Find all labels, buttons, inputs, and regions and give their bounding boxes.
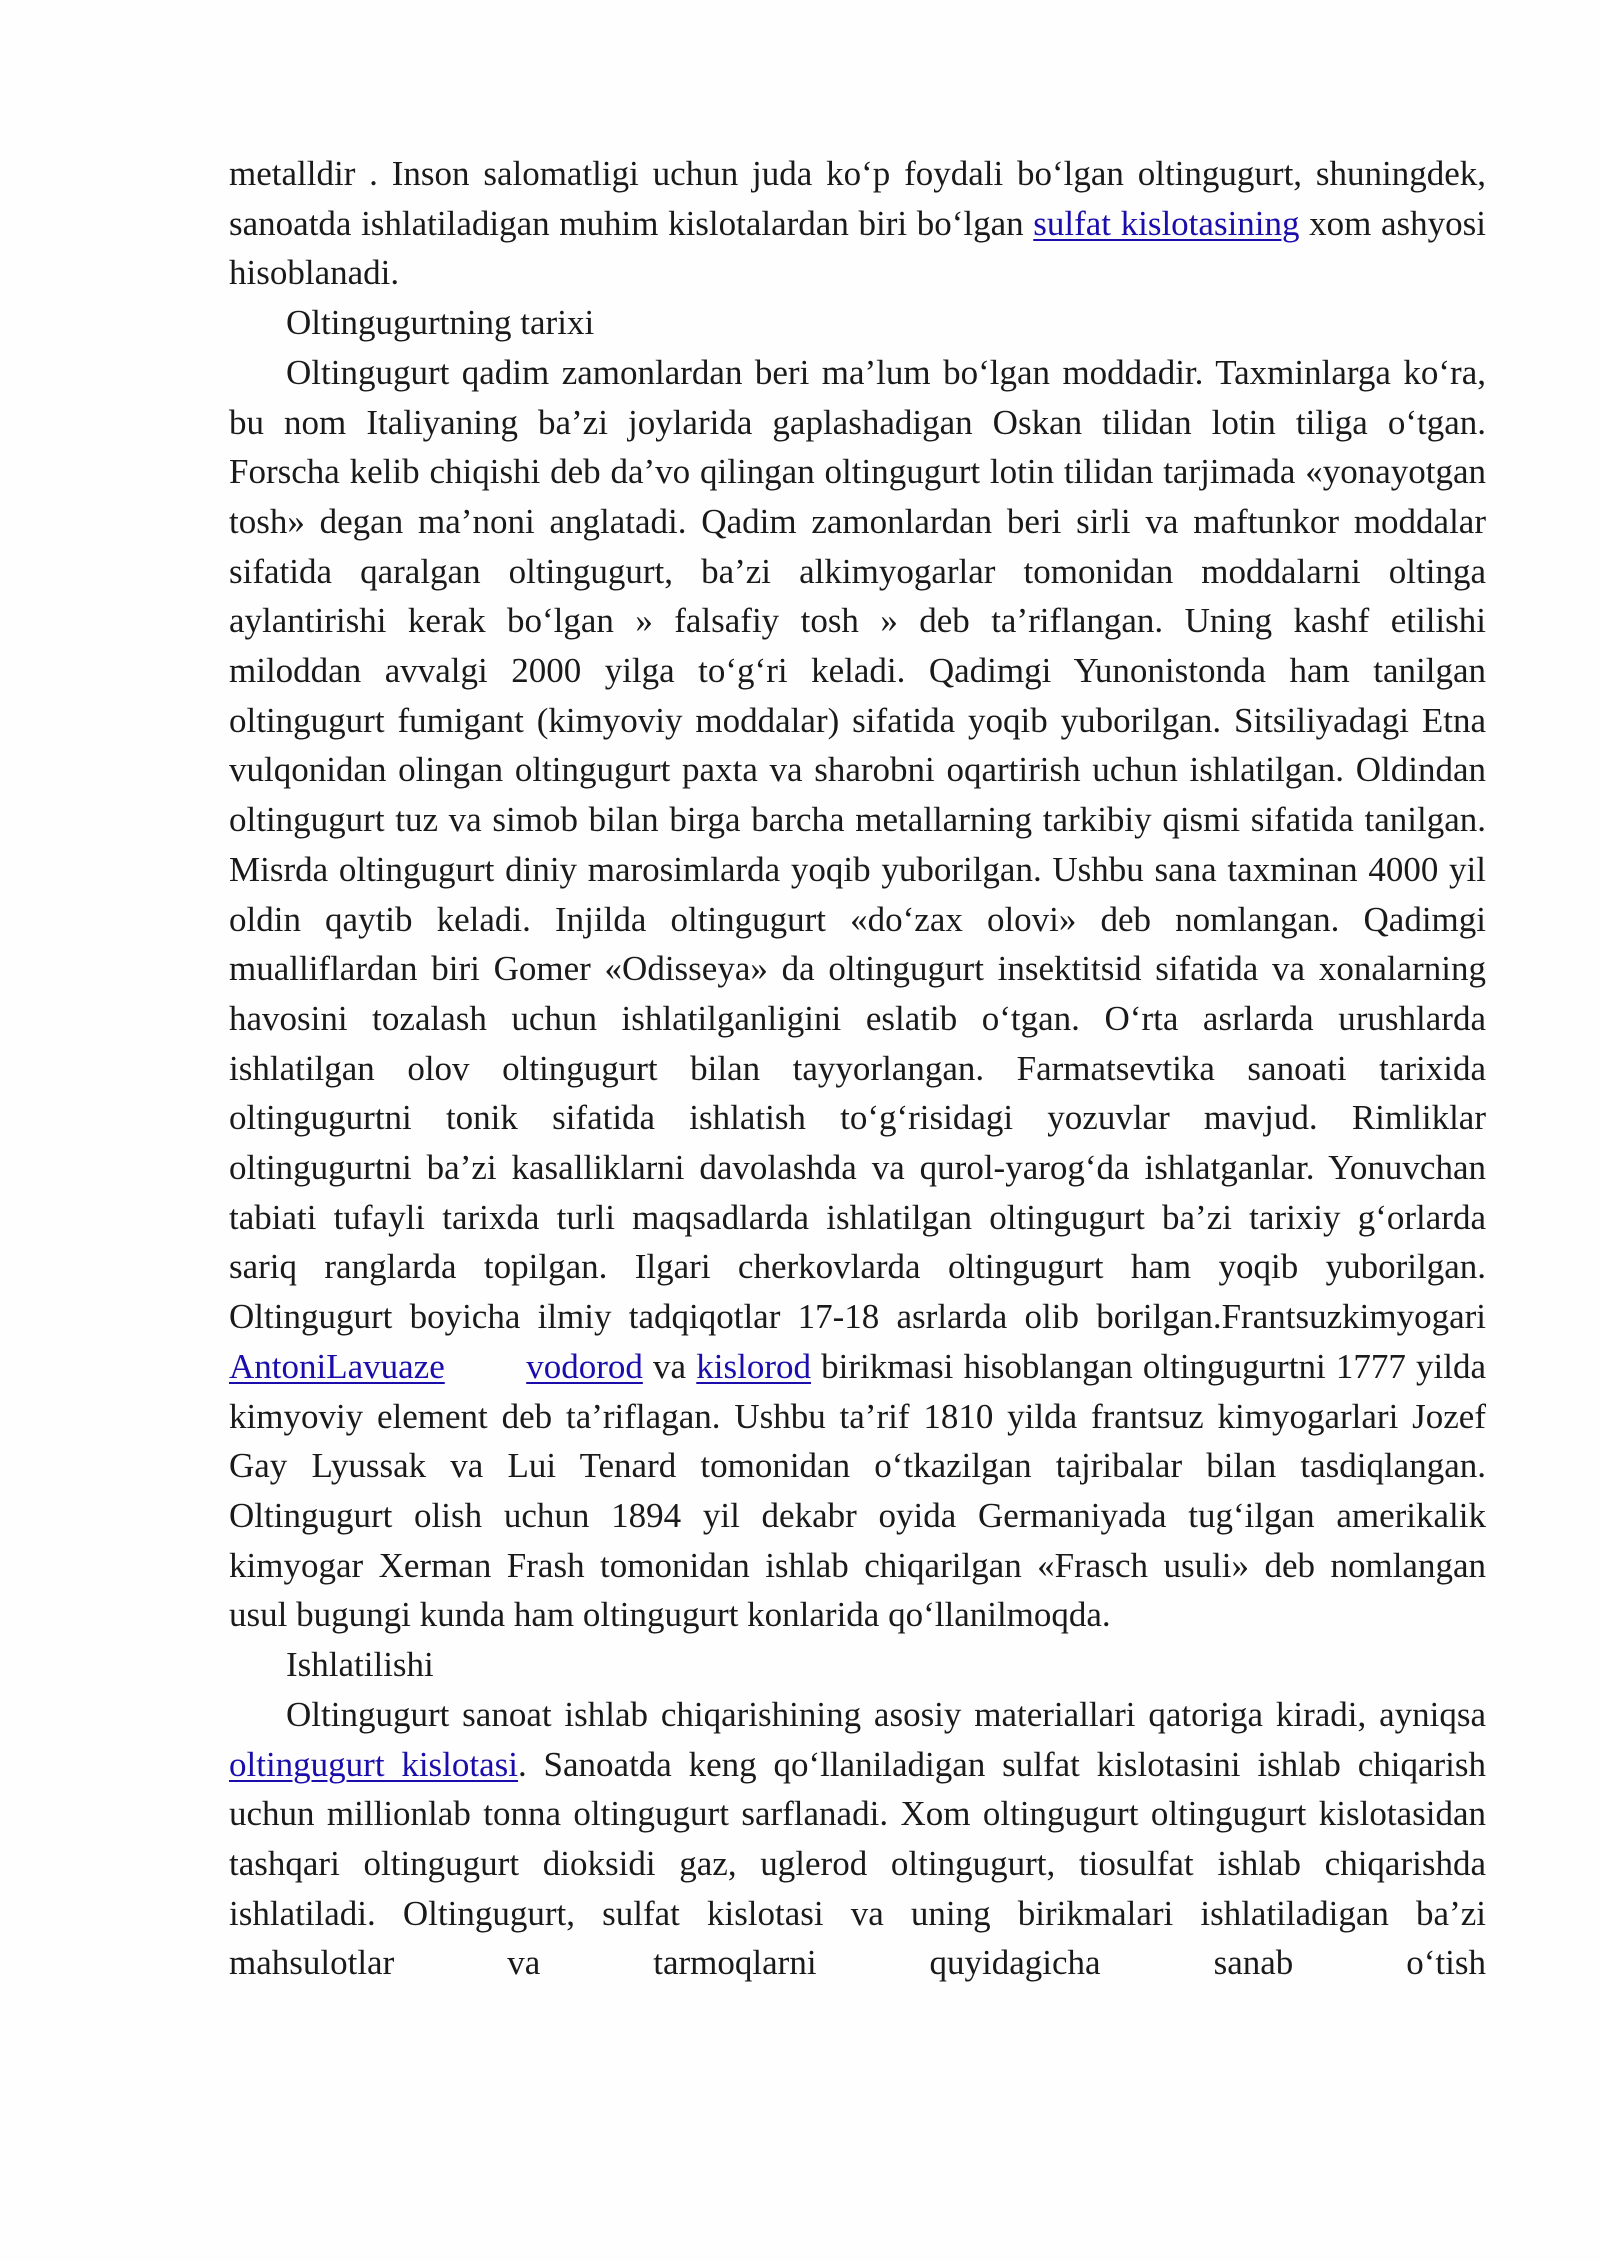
history-heading: Oltingugurtning tarixi: [286, 303, 595, 343]
usage-text-2: . Sanoatda keng qo‘llaniladigan sulfat kislotasini ishlab chiqarish uchun millionlab tonna oltingugurt sarflanadi. Xom oltingugurt oltingugurt kislotasidan tashqari oltingugurt dioksidi gaz, uglerod oltingugurt, tiosulfat ishlab chiqarishda ishlatiladi. Oltingugurt, sulfat kislotasi va uning birikmalari ishlatiladigan ba’zi mahsulotlar va tarmoqlarni quyidagicha sanab o‘tish: [229, 1744, 1486, 1983]
history-paragraph: [229, 348, 1486, 1640]
intro-paragraph: [229, 149, 1486, 298]
intro-text-2: xom ashyosi hisoblanadi.: [229, 203, 1486, 293]
sulfat-kislotasi-link[interactable]: sulfat kislotasining: [1033, 203, 1300, 243]
oltingugurt-kislotasi-link[interactable]: oltingugurt kislotasi: [229, 1744, 519, 1784]
usage-heading: Ishlatilishi: [286, 1645, 434, 1685]
usage-paragraph: [229, 1690, 1486, 1988]
history-text-4: birikmasi hisoblangan oltingugurtni 1777 yilda kimyoviy element deb ta’riflagan. Ushbu ta’rif 1810 yilda frantsuz kimyogarlari Jozef Gay Lyussak va Lui Tenard tomonidan o‘tkazilgan tajribalar bilan tasdiqlangan. Oltingugurt olish uchun 1894 yil dekabr oyida Germaniyada tug‘ilgan amerikalik kimyogar Xerman Frash tomonidan ishlab chiqarilgan «Frasch usuli» deb nomlangan usul bugungi kunda ham oltingugurt konlarida qo‘llanilmoqda.: [229, 1346, 1487, 1635]
kislorod-link[interactable]: kislorod: [696, 1346, 811, 1386]
usage-text-1: Oltingugurt sanoat ishlab chiqarishining asosiy materiallari qatoriga kiradi, ayniqsa: [286, 1694, 1486, 1734]
history-text-2: [445, 1347, 455, 1386]
history-text-3: va: [642, 1346, 697, 1386]
document-page: [229, 149, 1486, 1988]
history-text-1: Oltingugurt qadim zamonlardan beri ma’lum bo‘lgan moddadir. Taxminlarga ko‘ra, bu nom Italiyaning ba’zi joylarida gaplashadigan Oskan tilidan lotin tiliga o‘tgan. Forscha kelib chiqishi deb da’vo qilingan oltingugurt lotin tilidan tarjimada «yonayotgan tosh» degan ma’noni anglatadi. Qadim zamonlardan beri sirli va maftunkor moddalar sifatida qaralgan oltingugurt, ba’zi alkimyogarlar tomonidan moddalarni oltinga aylantirishi kerak bo‘lgan » falsafiy tosh » deb ta’riflangan. Uning kashf etilishi miloddan avvalgi 2000 yilga to‘g‘ri keladi. Qadimgi Yunonistonda ham tanilgan oltingugurt fumigant (kimyoviy moddalar) sifatida yoqib yuborilgan. Sitsiliyadagi Etna vulqonidan olingan oltingugurt paxta va sharobni oqartirish uchun ishlatilgan. Oldindan oltingugurt tuz va simob bilan birga barcha metallarning tarkibiy qismi sifatida tanilgan. Misrda oltingugurt diniy marosimlarda yoqib yuborilgan. Ushbu sana taxminan 4000 yil oldin qaytib keladi. Injilda oltingugurt «do‘zax olovi» deb nomlangan. Qadimgi mualliflardan biri Gomer «Odisseya» da oltingugurt insektitsid sifatida va xonalarning havosini tozalash uchun ishlatilganligini eslatib o‘tgan. O‘rta asrlarda urushlarda ishlatilgan olov oltingugurt bilan tayyorlangan. Farmatsevtika sanoati tarixida oltingugurtni tonik sifatida ishlatish to‘g‘risidagi yozuvlar mavjud. Rimliklar oltingugurtni ba’zi kasalliklarni davolashda va qurol-yarog‘da ishlatganlar. Yonuvchan tabiati tufayli tarixda turli maqsadlarda ishlatilgan oltingugurt ba’zi tarixiy g‘orlarda sariq ranglarda topilgan. Ilgari cherkovlarda oltingugurt ham yoqib yuborilgan. Oltingugurt boyicha ilmiy tadqiqotlar 17-18 asrlarda olib borilgan.Frantsuzkimyogari: [229, 352, 1486, 1337]
intro-text-1: metalldir . Inson salomatligi uchun juda ko‘p foydali bo‘lgan oltingugurt, shuningdek, sanoatda ishlatiladigan muhim kislotalardan biri bo‘lgan: [229, 154, 1486, 243]
vodorod-link[interactable]: vodorod: [526, 1346, 643, 1386]
lavuaze-link[interactable]: AntoniLavuaze: [229, 1346, 445, 1386]
